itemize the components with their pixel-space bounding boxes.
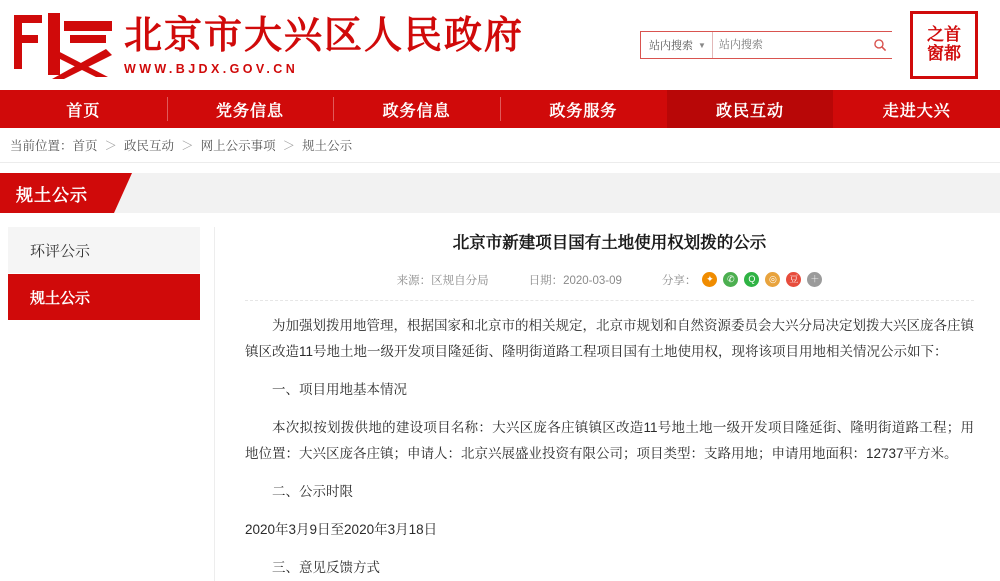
article-paragraph: 一、项目用地基本情况 bbox=[272, 381, 407, 397]
breadcrumb-prefix: 当前位置： bbox=[10, 139, 73, 153]
share-weibo-icon[interactable]: ✆ bbox=[723, 272, 738, 287]
nav-label: 政务信息 bbox=[382, 102, 451, 120]
nav-label: 政民互动 bbox=[716, 102, 785, 120]
page-content bbox=[0, 213, 1000, 581]
share-qzone-icon[interactable]: Q bbox=[744, 272, 759, 287]
site-header bbox=[0, 0, 1000, 90]
article-paragraph: 本次拟按划拨供地的建设项目名称：大兴区庞各庄镇镇区改造11号地土地一级开发项目隆延街、隆明街道路工程；用地位置：大兴区庞各庄镇；申请人：北京兴展盛业投资有限公司；项目类型：支路用地；申请用地面积：12737平方米。 bbox=[245, 419, 974, 461]
article-body bbox=[245, 313, 974, 581]
capital-window-seal[interactable] bbox=[910, 11, 978, 79]
nav-item-government-info[interactable] bbox=[333, 90, 500, 128]
nav-item-government-services[interactable] bbox=[500, 90, 667, 128]
article-paragraph: 二、公示时限 bbox=[272, 483, 353, 499]
breadcrumb-item-online-notices[interactable]: 网上公示事项 bbox=[200, 139, 276, 153]
share-more-icon[interactable]: ＋ bbox=[807, 272, 822, 287]
article-paragraph: 2020年3月9日至2020年3月18日 bbox=[245, 521, 438, 537]
search-button[interactable] bbox=[867, 32, 893, 58]
sidebar-item-planning-notice[interactable] bbox=[8, 274, 200, 321]
share-wechat-icon[interactable]: ✦ bbox=[702, 272, 717, 287]
breadcrumb-item-planning-notice[interactable]: 规土公示 bbox=[302, 139, 353, 153]
search-box[interactable] bbox=[640, 31, 892, 59]
site-url: WWW.BJDX.GOV.CN bbox=[124, 61, 299, 76]
share-qq-icon[interactable]: ◎ bbox=[765, 272, 780, 287]
nav-item-citizen-interaction[interactable] bbox=[667, 90, 834, 128]
article-paragraph: 为加强划拨用地管理，根据国家和北京市的相关规定，北京市规划和自然资源委员会大兴分局决定划拨大兴区庞各庄镇镇区改造11号地土地一级开发项目隆延街、隆明街道路工程项目国有土地使用权，现将该项目用地相关情况公示如下： bbox=[245, 317, 974, 359]
nav-label: 首页 bbox=[66, 102, 101, 120]
breadcrumb-item-citizen-interaction[interactable]: 政民互动 bbox=[124, 139, 175, 153]
search-input[interactable] bbox=[713, 32, 867, 58]
breadcrumb bbox=[0, 128, 1000, 163]
breadcrumb-separator: ＞ bbox=[282, 139, 296, 153]
search-scope-dropdown[interactable] bbox=[641, 32, 713, 58]
breadcrumb-separator: ＞ bbox=[104, 139, 118, 153]
sidebar bbox=[8, 227, 200, 581]
source-label: 来源： bbox=[396, 274, 432, 287]
section-title-bar bbox=[0, 173, 1000, 213]
share-group bbox=[662, 272, 823, 288]
sidebar-item-label: 规土公示 bbox=[30, 289, 91, 307]
article-meta bbox=[245, 272, 974, 301]
date-value: 2020-03-09 bbox=[563, 274, 622, 287]
breadcrumb-separator: ＞ bbox=[181, 139, 194, 153]
nav-item-home[interactable] bbox=[0, 90, 167, 128]
site-title-block bbox=[124, 14, 524, 76]
nav-item-party-affairs[interactable] bbox=[167, 90, 334, 128]
nav-label: 党务信息 bbox=[216, 102, 285, 120]
search-scope-label: 站内搜索 bbox=[649, 40, 693, 52]
sidebar-item-environmental-notice[interactable] bbox=[8, 227, 200, 274]
date-label: 日期： bbox=[528, 274, 564, 287]
nav-item-about-daxing[interactable] bbox=[833, 90, 1000, 128]
section-title: 规土公示 bbox=[0, 173, 114, 213]
breadcrumb-item-home[interactable]: 首页 bbox=[72, 139, 98, 153]
share-douban-icon[interactable]: 豆 bbox=[786, 272, 801, 287]
share-label: 分享： bbox=[661, 274, 697, 287]
search-area bbox=[640, 11, 978, 79]
sidebar-item-label: 环评公示 bbox=[30, 242, 91, 260]
nav-label: 走进大兴 bbox=[882, 102, 951, 120]
article-date bbox=[529, 272, 622, 288]
chevron-down-icon: ▼ bbox=[698, 40, 706, 50]
search-icon bbox=[873, 38, 887, 52]
seal-text: 之首 窗都 bbox=[927, 25, 961, 64]
page-title: 北京市新建项目国有土地使用权划拨的公示 bbox=[452, 234, 767, 252]
main-navigation bbox=[0, 90, 1000, 128]
article bbox=[214, 227, 1000, 581]
site-title: 北京市大兴区人民政府 bbox=[124, 12, 525, 58]
source-value: 区规自分局 bbox=[431, 274, 489, 287]
article-source bbox=[397, 272, 489, 288]
government-logo-icon[interactable] bbox=[8, 9, 118, 81]
nav-label: 政务服务 bbox=[549, 102, 618, 120]
article-paragraph: 三、意见反馈方式 bbox=[272, 559, 380, 575]
